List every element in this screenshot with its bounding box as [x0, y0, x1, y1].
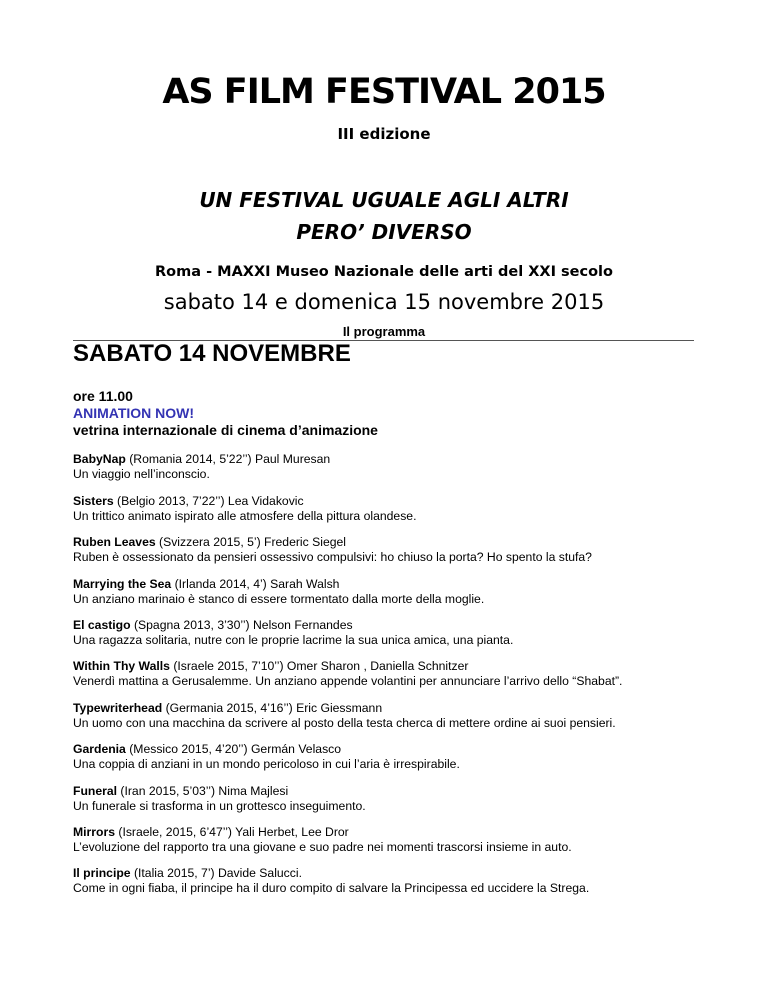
film-description: Una coppia di anziani in un mondo pericoloso in cui l’aria è irrespirabile.: [73, 757, 460, 771]
film-info: (Israele 2015, 7’10’’) Omer Sharon , Daniella Schnitzer: [169, 659, 469, 673]
day-heading: SABATO 14 NOVEMBRE: [73, 340, 351, 367]
film-description: L’evoluzione del rapporto tra una giovane e suo padre nei momenti trascorsi insieme in auto.: [73, 840, 572, 854]
film-description: Un funerale si trasforma in un grottesco inseguimento.: [73, 799, 366, 813]
film-entry: [73, 825, 713, 855]
film-info: (Messico 2015, 4’20’’) Germán Velasco: [125, 742, 342, 756]
film-info: (Romania 2014, 5’22’’) Paul Muresan: [125, 452, 331, 466]
film-entry: [73, 618, 713, 648]
session-time: ore 11.00: [73, 388, 133, 404]
section-title: ANIMATION NOW!: [73, 405, 195, 421]
film-title: Marrying the Sea: [73, 577, 172, 591]
film-info: (Italia 2015, 7’) Davide Salucci.: [130, 866, 302, 880]
film-entry: [73, 452, 713, 482]
film-entry: [73, 577, 713, 607]
edition-label: III edizione: [337, 125, 431, 143]
festival-title: AS FILM FESTIVAL 2015: [162, 72, 606, 112]
film-description: Un uomo con una macchina da scrivere al posto della testa cherca di mettere ordine ai suoi pensieri.: [73, 716, 616, 730]
film-title: Within Thy Walls: [73, 659, 170, 673]
festival-dates: sabato 14 e domenica 15 novembre 2015: [163, 290, 605, 314]
film-info: (Irlanda 2014, 4’) Sarah Walsh: [171, 577, 340, 591]
film-title: El castigo: [73, 618, 131, 632]
film-title: Sisters: [73, 494, 114, 508]
film-description: Un trittico animato ispirato alle atmosfere della pittura olandese.: [73, 509, 417, 523]
film-title: Typewriterhead: [73, 701, 163, 715]
program-label: Il programma: [342, 324, 426, 339]
film-info: (Belgio 2013, 7’22’’) Lea Vidakovic: [113, 494, 304, 508]
slogan-line-2: PERO’ DIVERSO: [296, 220, 472, 244]
slogan-line-1: UN FESTIVAL UGUALE AGLI ALTRI: [199, 188, 569, 212]
film-title: Ruben Leaves: [73, 535, 156, 549]
film-entry: [73, 535, 713, 565]
film-info: (Svizzera 2015, 5’) Frederic Siegel: [155, 535, 346, 549]
film-info: (Iran 2015, 5’03’’) Nima Majlesi: [117, 784, 289, 798]
film-info: (Germania 2015, 4’16’’) Eric Giessmann: [162, 701, 383, 715]
film-entry: [73, 659, 713, 689]
film-title: BabyNap: [73, 452, 126, 466]
film-entry: [73, 866, 713, 896]
film-description: Un viaggio nell’inconscio.: [73, 467, 210, 481]
film-title: Il principe: [73, 866, 131, 880]
film-description: Come in ogni fiaba, il principe ha il duro compito di salvare la Principessa ed uccidere la Strega.: [73, 881, 590, 895]
film-entry: [73, 784, 713, 814]
film-entry: [73, 701, 713, 731]
film-title: Mirrors: [73, 825, 115, 839]
film-entry: [73, 742, 713, 772]
film-title: Gardenia: [73, 742, 126, 756]
film-title: Funeral: [73, 784, 118, 798]
venue: Roma - MAXXI Museo Nazionale delle arti del XXI secolo: [155, 264, 613, 280]
film-info: (Spagna 2013, 3’30’’) Nelson Fernandes: [130, 618, 353, 632]
film-description: Un anziano marinaio è stanco di essere tormentato dalla morte della moglie.: [73, 592, 485, 606]
film-info: (Israele, 2015, 6’47’’) Yali Herbet, Lee Dror: [115, 825, 349, 839]
section-subtitle: vetrina internazionale di cinema d’animazione: [73, 422, 378, 438]
film-entry: [73, 494, 713, 524]
film-description: Una ragazza solitaria, nutre con le proprie lacrime la sua unica amica, una pianta.: [73, 633, 514, 647]
film-description: Venerdì mattina a Gerusalemme. Un anziano appende volantini per annunciare l’arrivo dello “Shabat”.: [73, 674, 623, 688]
film-description: Ruben è ossessionato da pensieri ossessivo compulsivi: ho chiuso la porta? Ho spento la stufa?: [73, 550, 592, 564]
